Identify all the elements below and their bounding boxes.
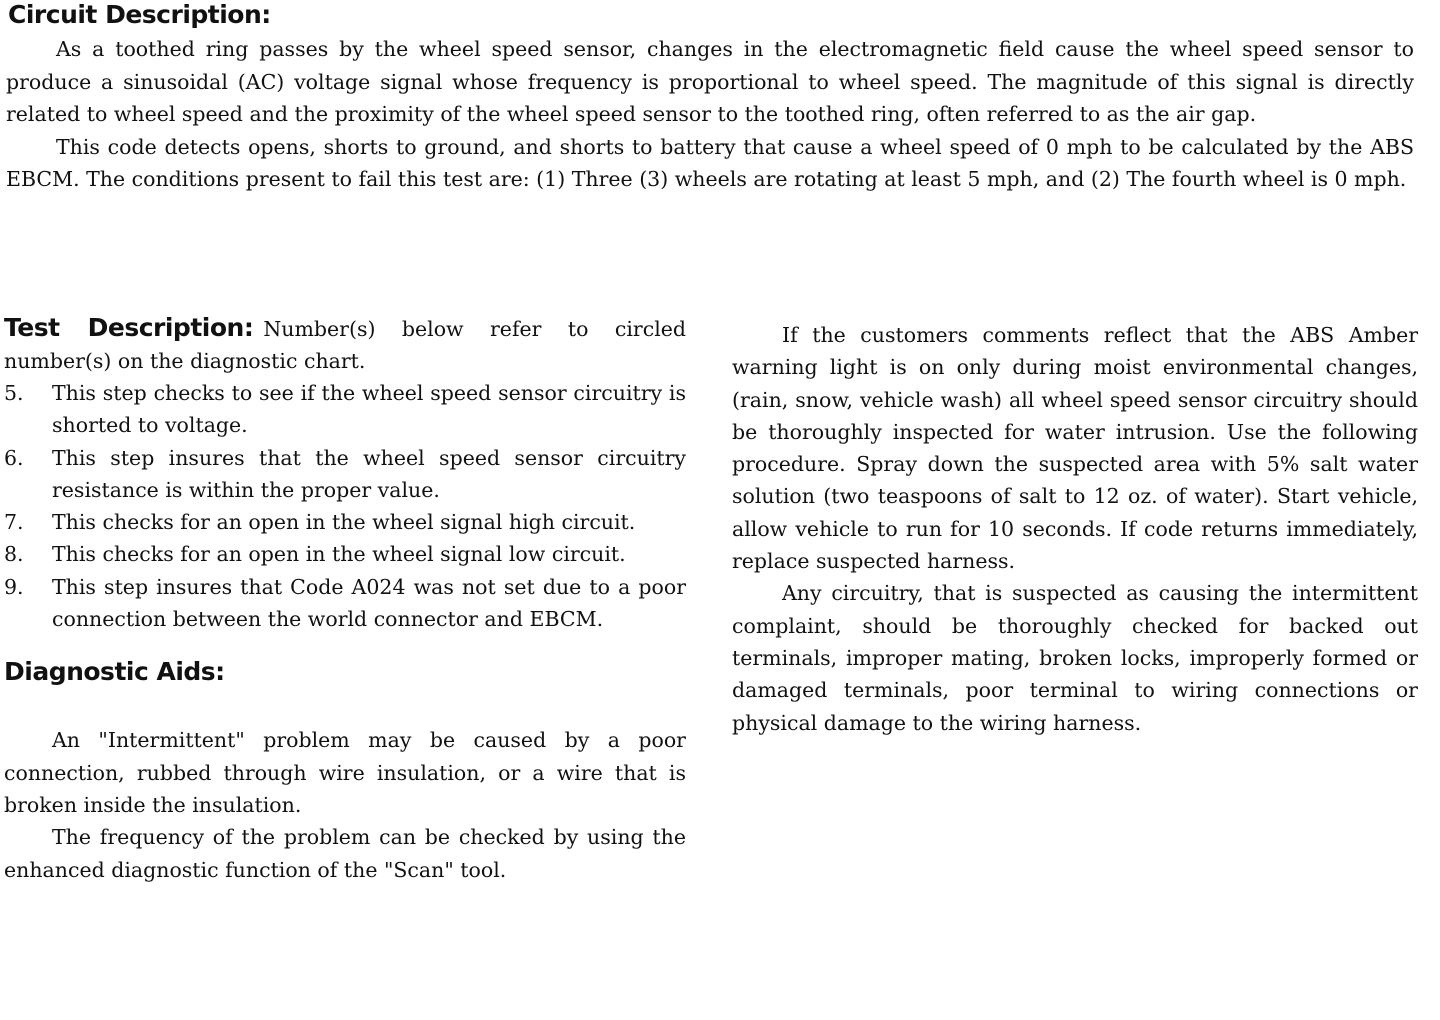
circuit-description-heading: Circuit Description: (8, 0, 271, 29)
test-description-heading: Test Description: (4, 313, 254, 342)
step-text: This checks for an open in the wheel signal high circuit. (52, 510, 636, 535)
diagnostic-aids-body (4, 724, 686, 885)
right-column (732, 319, 1418, 739)
left-column (4, 312, 686, 886)
circuit-paragraph: This code detects opens, shorts to ground, and shorts to battery that cause a wheel speed of 0 mph to be calculated by the ABS EBCM. The conditions present to fail this test are: (1) Three (3) wheels are rotating at least 5 mph, and (2) The fourth wheel is 0 mph. (6, 134, 1414, 191)
step-number: 5. (4, 381, 24, 405)
step-number: 7. (4, 510, 24, 535)
list-item (4, 571, 686, 636)
step-text: This step insures that Code A024 was not set due to a poor connection between the world connector and EBCM. (52, 574, 686, 632)
right-paragraph: Any circuitry, that is suspected as causing the intermittent complaint, should be thoroughly checked for backed out terminals, improper mating, broken locks, improperly formed or damaged terminals, poor terminal to wiring connections or physical damage to the wiring harness. (732, 581, 1418, 735)
list-item (4, 377, 686, 442)
list-item (4, 506, 686, 538)
list-item (4, 538, 686, 570)
step-number: 6. (4, 445, 24, 470)
step-number: 9. (4, 574, 24, 599)
step-text: This step insures that the wheel speed sensor circuitry resistance is within the proper value. (52, 445, 686, 502)
right-paragraph: If the customers comments reflect that the ABS Amber warning light is on only during moist environmental changes, (rain, snow, vehicle wash) all wheel speed sensor circuitry should be thoroughly inspected for water intrusion. Use the following procedure. Spray down the suspected area with 5% salt water solution (two teaspoons of salt to 12 oz. of water). Start vehicle, allow vehicle to run for 10 seconds. If code returns immediately, replace suspected harness. (732, 323, 1418, 574)
step-number: 8. (4, 542, 24, 567)
circuit-paragraph: As a toothed ring passes by the wheel speed sensor, changes in the electromagnetic field cause the wheel speed sensor to produce a sinusoidal (AC) voltage signal whose frequency is proportional to wheel speed. The magnitude of this signal is directly related to wheel speed and the proximity of the wheel speed sensor to the toothed ring, often referred to as the air gap. (6, 37, 1414, 126)
diagnostic-paragraph: An "Intermittent" problem may be caused by a poor connection, rubbed through wire insulation, or a wire that is broken inside the insulation. (4, 728, 686, 817)
test-description-intro: Number(s) below refer to circled number(s) on the diagnostic chart. (4, 317, 687, 373)
test-description-intro-line (4, 312, 686, 377)
test-steps-list (4, 377, 686, 635)
list-item (4, 442, 686, 507)
diagnostic-aids-heading: Diagnostic Aids: (4, 657, 225, 687)
step-text: This step checks to see if the wheel speed sensor circuitry is shorted to voltage. (52, 381, 686, 438)
circuit-description-body (6, 33, 1414, 196)
diagnostic-paragraph: The frequency of the problem can be checked by using the enhanced diagnostic function of the "Scan" tool. (4, 825, 686, 882)
step-text: This checks for an open in the wheel signal low circuit. (52, 542, 626, 567)
